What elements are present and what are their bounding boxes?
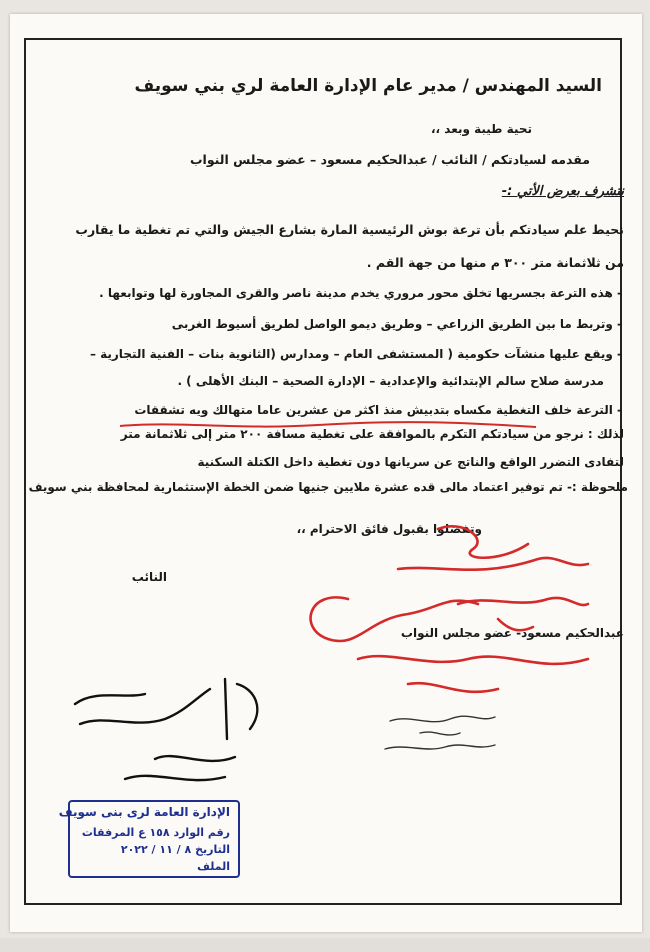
paragraph-line-1: نحيط علم سيادتكم بأن ترعة بوش الرئيسية المارة بشارع الجيش والتي تم تغطية ما يقارب (75, 222, 624, 237)
handwritten-signature (65, 669, 295, 799)
footer-bar (0, 938, 650, 952)
stamp-incoming-number: رقم الوارد ١٥٨ ع المرفقات (81, 826, 230, 839)
intro-heading: نتشرف بعرض الأتي :- (501, 184, 624, 199)
stamp-file: الملف (197, 860, 230, 873)
handwritten-date-note (380, 709, 500, 759)
bullet-text: وتربط ما بين الطريق الزراعي – وطريق ديمو الواصل لطريق أسيوط الغربى (171, 317, 613, 331)
submitter-line: مقدمه لسيادتكم / النائب / عبدالحكيم مسعود – عضو مجلس النواب (189, 152, 590, 167)
stamp-title: الإدارة العامة لرى بنى سويف (58, 805, 230, 819)
signature-role: النائب (131, 570, 167, 584)
bullet-item-4: - الترعة خلف التغطية مكساه بتدبيش منذ اكثر من عشرين عاما متهالك ويه تشققات (134, 403, 622, 417)
note-line: ملحوظة :- تم توفير اعتماد مالى قده عشرة ملايين جنيها ضمن الخطة الإستثمارية لمحافظة بني سويف (28, 480, 628, 494)
bullet-item-3-continuation: مدرسة صلاح سالم الإبتدائية والإعدادية – الإدارة الصحية – البنك الأهلى ) . (177, 374, 604, 388)
addressee-title: السيد المهندس / مدير عام الإدارة العامة لري بني سويف (134, 76, 602, 96)
bullet-text: هذه الترعة بجسريها تخلق محور مروري يخدم مدينة ناصر والقرى المجاورة لها وتوابعها . (99, 286, 613, 300)
stamp-date: التاريخ ٨ / ١١ / ٢٠٢٢ (120, 843, 230, 856)
paragraph-line-2: من ثلاثمانة متر ٣٠٠ م منها من جهة القم . (366, 255, 624, 270)
conclusion-line-1: لذلك : نرجو من سيادتكم التكرم بالموافقة على تغطية مسافة ٢٠٠ متر إلى ثلاثمانة متر (120, 427, 624, 441)
bullet-item-1: - هذه الترعة بجسريها تخلق محور مروري يخدم مدينة ناصر والقرى المجاورة لها وتوابعها . (99, 286, 622, 300)
bullet-item-3: - ويقع عليها منشآت حكومية ( المستشفى العام – ومدارس (الثانوية بنات – الفنية التجارية – (89, 347, 622, 361)
bullet-text: ويقع عليها منشآت حكومية ( المستشفى العام – ومدارس (الثانوية بنات – الفنية التجارية – (89, 347, 613, 361)
conclusion-line-2: لتفادى التضرر الواقع والناتج عن سريانها دون تغطية داخل الكتلة السكنية (197, 455, 624, 469)
closing-line: وتفضلوا بقبول فائق الاحترام ،، (296, 522, 482, 536)
bullet-text: الترعة خلف التغطية مكساه بتدبيش منذ اكثر من عشرين عاما متهالك ويه تشققات (134, 403, 613, 417)
greeting-line: تحية طيبة وبعد ،، (430, 122, 532, 136)
signature-name: عبدالحكيم مسعود- عضو مجلس النواب (400, 626, 624, 640)
incoming-stamp (58, 800, 240, 878)
bullet-item-2: - وتربط ما بين الطريق الزراعي – وطريق ديمو الواصل لطريق أسيوط الغربى (171, 317, 622, 331)
document-sheet (10, 14, 642, 932)
red-handwritten-annotation (288, 509, 598, 709)
